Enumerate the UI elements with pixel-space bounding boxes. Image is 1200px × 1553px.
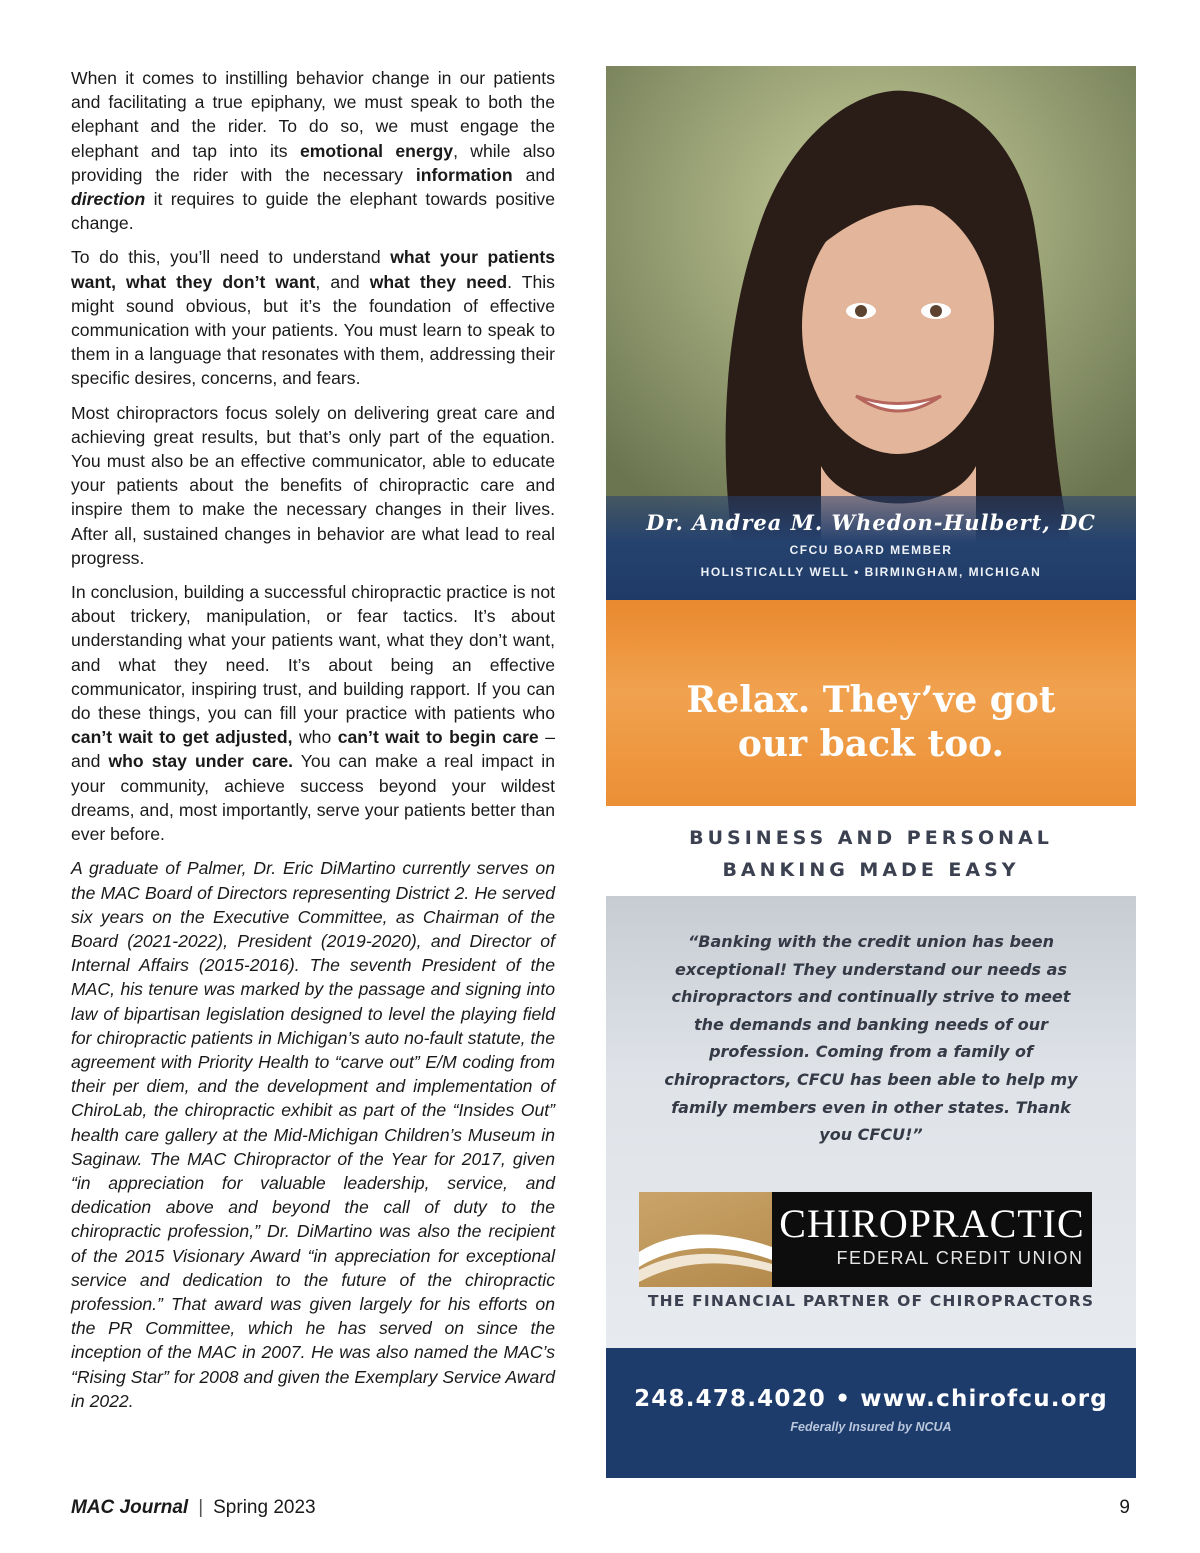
emphasis-adjusted: can’t wait to get adjusted, [71, 727, 293, 748]
author-bio: A graduate of Palmer, Dr. Eric DiMartino currently serves on the MAC Board of Directors representing District 2. He served six years on the Executive Committee, as Chairman of the Board (2021-2022), President (2019-2020), and Director of Internal Affairs (2015-2016). The seventh President of the MAC, his tenure was marked by the passage and signing into law of bipartisan legislation designed to level the playing field for chiropractic patients in Michigan’s auto no-fault statute, the agreement with Priority Health to “carve out” E/M coding from their per diem, and the development and implementation of ChiroLab, the chiropractic exhibit as part of the “Insides Out” health care gallery at the Mid-Michigan Children’s Museum in Saginaw. The MAC Chiropractor of the Year for 2017, given “in appreciation for valuable leadership, service, and dedication above and beyond the call of duty to the chiropractic profession,” Dr. DiMartino was also the recipient of the 2015 Visionary Award “in appreciation for exceptional service and dedication to the future of the chiropractic profession.” That award was given largely for his efforts on the PR Committee, which he has served on since the inception of the MAC in 2007. He was also named the MAC’s “Rising Star” for 2008 and given the Exemplary Service Award in 2022. [71, 858, 555, 1411]
logo-wordmark: CHIROPRACTIC [779, 1201, 1085, 1246]
ad-person-name: Dr. Andrea M. Whedon-Hulbert, DC [646, 510, 1096, 535]
article-column [71, 66, 555, 1423]
emphasis-needs: what they need [369, 271, 508, 292]
emphasis-wants: what your patients want, what they don’t want [71, 247, 555, 292]
page-number: 9 [1119, 1497, 1130, 1518]
ad-contact: 248.478.4020 • www.chirofcu.org [634, 1386, 1108, 1412]
cfcu-logo [639, 1192, 1092, 1287]
ad-tagline: BUSINESS AND PERSONAL BANKING MADE EASY [689, 827, 1053, 881]
emphasis-information: information [415, 164, 513, 185]
emphasis-stay-care: who stay under care. [108, 751, 294, 772]
issue-name: Spring 2023 [213, 1497, 316, 1518]
ad-partner-line: THE FINANCIAL PARTNER OF CHIROPRACTORS [647, 1292, 1095, 1310]
portrait-illustration [606, 66, 1136, 566]
paragraph-4: In conclusion, building a successful chiropractic practice is not about trickery, manipulation, or fear tactics. It’s about understanding what your patients want, what they don’t want, and what they need. It’s about being an effective communicator, inspiring trust, and building rapport. If you can do these things, you can fill your practice with patients who can’t wait to get adjusted, who can’t wait to begin care – and who stay under care. You can make a real impact in your community, achieve success beyond your wildest dreams, and, most importantly, serve your patients better than ever before. [71, 582, 555, 845]
ad-person-role: CFCU BOARD MEMBER [789, 543, 953, 557]
emphasis-direction: direction [71, 189, 146, 210]
logo-subtitle: FEDERAL CREDIT UNION [836, 1248, 1084, 1268]
emphasis-emotional-energy: emotional energy [299, 140, 454, 161]
ad-insured-note: Federally Insured by NCUA [790, 1420, 952, 1434]
emphasis-begin-care: can’t wait to begin care [337, 727, 539, 748]
name-band [606, 496, 1136, 600]
paragraph-3: Most chiropractors focus solely on delivering great care and achieving great results, but that’s only part of the equation. You must also be an effective communicator, able to educate your patients about the benefits of chiropractic care and inspire them to make the necessary changes in their lives. After all, sustained changes in behavior are what lead to real progress. [71, 402, 555, 568]
footer-separator: | [198, 1497, 204, 1518]
contact-band [606, 1348, 1136, 1478]
testimonial-quote: “Banking with the credit union has been exceptional! They understand our needs as chiropractors and continually strive to meet the demands and banking needs of our profession. Coming from a family of chiropractors, CFCU has been able to help my family members even in other states. Thank you CFCU!” [664, 932, 1078, 1145]
paragraph-1: When it comes to instilling behavior change in our patients and facilitating a true epiphany, we must speak to both the elephant and the rider. To do so, we must engage the elephant and tap into its emotional energy, while also providing the rider with the necessary information and direction it requires to guide the elephant towards positive change. [71, 68, 555, 234]
page-footer [71, 1497, 316, 1519]
publication-name: MAC Journal [71, 1497, 189, 1518]
logo-swoosh-icon [639, 1192, 772, 1287]
cfcu-advertisement [606, 66, 1136, 1478]
ad-headline: Relax. They’ve got our back too. [686, 679, 1056, 765]
portrait-photo [606, 66, 1136, 566]
paragraph-2: To do this, you’ll need to understand what your patients want, what they don’t want, and what they need. This might sound obvious, but it’s the foundation of effective communication with your patients. You must learn to speak to them in a language that resonates with them, addressing their specific desires, concerns, and fears. [71, 247, 555, 389]
headline-band [606, 600, 1136, 806]
ad-person-location: HOLISTICALLY WELL • BIRMINGHAM, MICHIGAN [700, 565, 1042, 579]
